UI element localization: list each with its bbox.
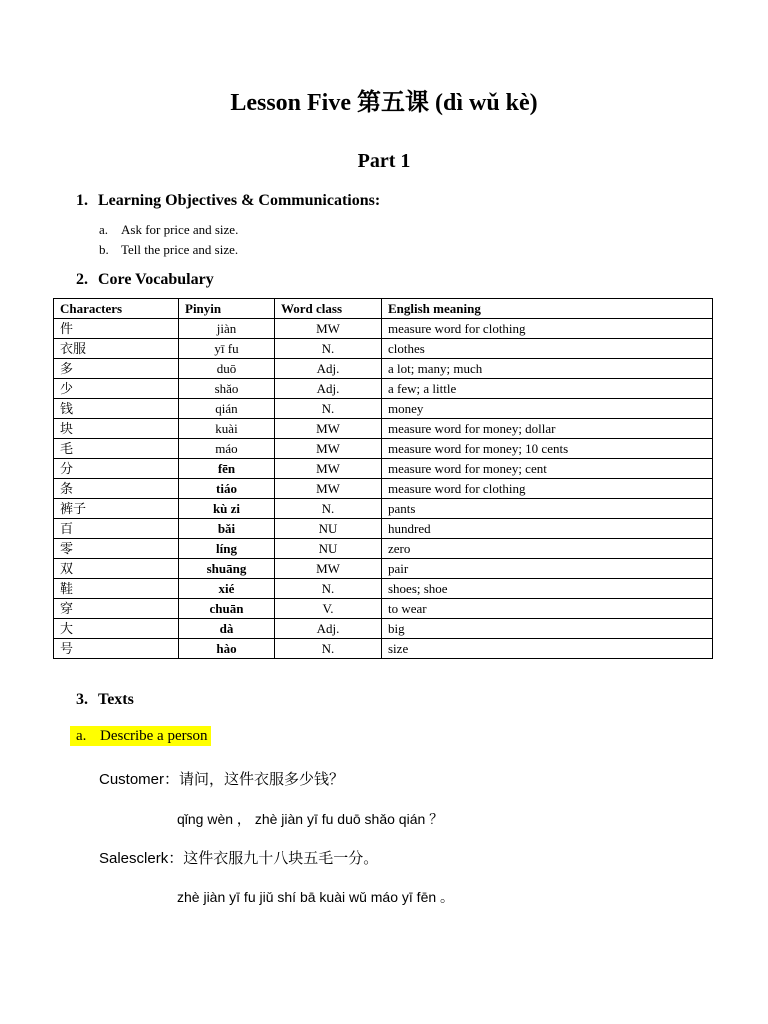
column-header: Pinyin <box>179 299 275 319</box>
meaning-cell: size <box>382 639 713 659</box>
table-row <box>54 419 713 439</box>
word-class-cell: N. <box>275 339 382 359</box>
objective-letter: b. <box>99 242 109 257</box>
meaning-cell: measure word for money; cent <box>382 459 713 479</box>
word-class-cell: MW <box>275 459 382 479</box>
pinyin-cell: hào <box>179 639 275 659</box>
pinyin-cell: líng <box>179 539 275 559</box>
dialogue-line-customer <box>99 768 344 789</box>
word-class-cell: V. <box>275 599 382 619</box>
column-header: Characters <box>54 299 179 319</box>
character-cell: 裤子 <box>54 499 179 519</box>
character-cell: 毛 <box>54 439 179 459</box>
table-row <box>54 439 713 459</box>
meaning-cell: big <box>382 619 713 639</box>
pinyin-cell: fēn <box>179 459 275 479</box>
table-row <box>54 559 713 579</box>
table-row <box>54 599 713 619</box>
section-number: 2. <box>76 271 88 288</box>
objective-item <box>99 222 238 238</box>
dialogue-chinese: 请问，这件衣服多少钱？ <box>179 772 345 788</box>
highlighted-label <box>70 726 211 746</box>
section-title: Learning Objectives & Communications: <box>98 192 381 209</box>
vocabulary-table <box>53 298 713 659</box>
word-class-cell: MW <box>275 439 382 459</box>
character-cell: 件 <box>54 319 179 339</box>
meaning-cell: pair <box>382 559 713 579</box>
table-row <box>54 499 713 519</box>
meaning-cell: money <box>382 399 713 419</box>
word-class-cell: NU <box>275 539 382 559</box>
word-class-cell: Adj. <box>275 359 382 379</box>
pinyin-cell: duō <box>179 359 275 379</box>
meaning-cell: measure word for clothing <box>382 319 713 339</box>
speaker-label: Salesclerk： <box>99 850 184 867</box>
pinyin-cell: dà <box>179 619 275 639</box>
objective-letter: a. <box>99 222 109 237</box>
character-cell: 号 <box>54 639 179 659</box>
meaning-cell: shoes; shoe <box>382 579 713 599</box>
character-cell: 条 <box>54 479 179 499</box>
lesson-title: Lesson Five 第五课 (dì wǔ kè) <box>230 90 538 116</box>
meaning-cell: a few; a little <box>382 379 713 399</box>
table-row <box>54 319 713 339</box>
word-class-cell: Adj. <box>275 379 382 399</box>
word-class-cell: MW <box>275 419 382 439</box>
objective-item <box>99 242 238 258</box>
pinyin-cell: kù zi <box>179 499 275 519</box>
dialogue-chinese: 这件衣服九十八块五毛一分。 <box>183 851 379 867</box>
word-class-cell: NU <box>275 519 382 539</box>
meaning-cell: measure word for money; 10 cents <box>382 439 713 459</box>
table-row <box>54 459 713 479</box>
column-header: Word class <box>275 299 382 319</box>
table-row <box>54 479 713 499</box>
pinyin-cell: shǎo <box>179 379 275 399</box>
character-cell: 块 <box>54 419 179 439</box>
word-class-cell: MW <box>275 479 382 499</box>
word-class-cell: MW <box>275 319 382 339</box>
character-cell: 零 <box>54 539 179 559</box>
meaning-cell: zero <box>382 539 713 559</box>
section-title: Core Vocabulary <box>98 271 214 288</box>
dialogue-pinyin: zhè jiàn yī fu jiǔ shí bā kuài wǔ máo yī fēn 。 <box>177 889 455 905</box>
pinyin-cell: xié <box>179 579 275 599</box>
subsection-letter: a. <box>76 728 87 744</box>
pinyin-cell: jiàn <box>179 319 275 339</box>
word-class-cell: Adj. <box>275 619 382 639</box>
text-subsection-label <box>70 728 211 745</box>
section-vocab-heading <box>76 271 214 289</box>
character-cell: 鞋 <box>54 579 179 599</box>
character-cell: 穿 <box>54 599 179 619</box>
dialogue-pinyin: qǐng wèn ， zhè jiàn yī fu duō shǎo qián ？ <box>177 811 444 827</box>
objective-text: Ask for price and size. <box>121 222 239 237</box>
pinyin-cell: tiáo <box>179 479 275 499</box>
dialogue-line-salesclerk <box>99 847 378 868</box>
character-cell: 多 <box>54 359 179 379</box>
meaning-cell: to wear <box>382 599 713 619</box>
word-class-cell: N. <box>275 639 382 659</box>
section-title: Texts <box>98 691 134 708</box>
word-class-cell: N. <box>275 399 382 419</box>
pinyin-cell: yī fu <box>179 339 275 359</box>
table-row <box>54 579 713 599</box>
character-cell: 双 <box>54 559 179 579</box>
speaker-label: Customer： <box>99 771 180 788</box>
meaning-cell: pants <box>382 499 713 519</box>
pinyin-cell: qián <box>179 399 275 419</box>
column-header: English meaning <box>382 299 713 319</box>
table-row <box>54 519 713 539</box>
meaning-cell: hundred <box>382 519 713 539</box>
section-texts-heading <box>76 691 134 709</box>
word-class-cell: N. <box>275 579 382 599</box>
character-cell: 分 <box>54 459 179 479</box>
table-row <box>54 539 713 559</box>
pinyin-cell: máo <box>179 439 275 459</box>
word-class-cell: MW <box>275 559 382 579</box>
character-cell: 百 <box>54 519 179 539</box>
character-cell: 大 <box>54 619 179 639</box>
table-row <box>54 339 713 359</box>
table-row <box>54 619 713 639</box>
pinyin-cell: kuài <box>179 419 275 439</box>
section-number: 1. <box>76 192 88 209</box>
table-header-row <box>54 299 713 319</box>
section-number: 3. <box>76 691 88 708</box>
section-objectives-heading <box>76 192 380 210</box>
table-row <box>54 359 713 379</box>
table-body <box>54 319 713 659</box>
character-cell: 少 <box>54 379 179 399</box>
part-heading: Part 1 <box>357 150 411 172</box>
subsection-title: Describe a person <box>100 728 208 744</box>
meaning-cell: a lot; many; much <box>382 359 713 379</box>
table-row <box>54 639 713 659</box>
objective-text: Tell the price and size. <box>121 242 239 257</box>
table-row <box>54 399 713 419</box>
character-cell: 衣服 <box>54 339 179 359</box>
meaning-cell: clothes <box>382 339 713 359</box>
pinyin-cell: shuāng <box>179 559 275 579</box>
character-cell: 钱 <box>54 399 179 419</box>
meaning-cell: measure word for money; dollar <box>382 419 713 439</box>
table-row <box>54 379 713 399</box>
pinyin-cell: chuān <box>179 599 275 619</box>
pinyin-cell: bǎi <box>179 519 275 539</box>
word-class-cell: N. <box>275 499 382 519</box>
meaning-cell: measure word for clothing <box>382 479 713 499</box>
